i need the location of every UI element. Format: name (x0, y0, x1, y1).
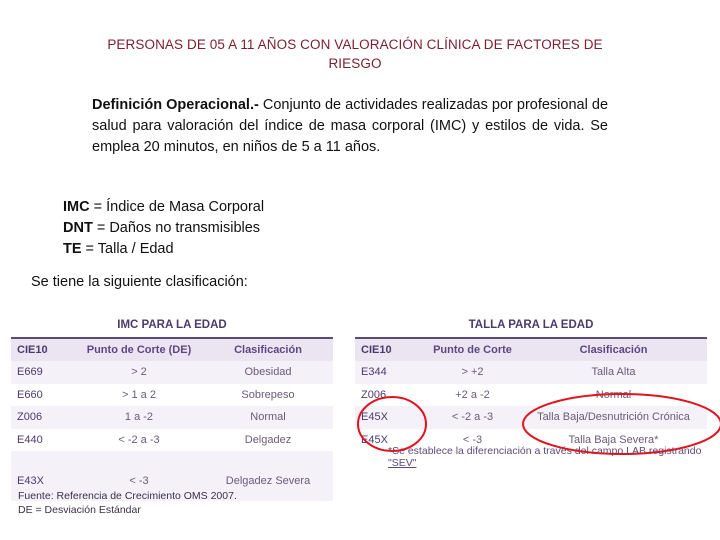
column-header: Clasificación (520, 338, 707, 361)
table-cell: < -3 (425, 429, 520, 452)
table-row (11, 429, 333, 452)
definition-text: Conjunto de actividades realizadas por profesional de salud para valoración del índice de masa corporal (IMC) y estilos de vida. Se emplea 20 minutos, en niños de 5 a 11 años. (92, 97, 609, 155)
table-cell: Obesidad (203, 361, 333, 384)
talla-table-title: TALLA PARA LA EDAD (355, 313, 707, 338)
footnote-line: *Se establece la diferenciación a través del campo LAB registrando (388, 445, 702, 457)
classification-intro: Se tiene la siguiente clasificación: (31, 274, 248, 290)
column-header: Punto de Corte (DE) (75, 338, 203, 361)
column-header: Punto de Corte (425, 338, 520, 361)
table-cell: Normal (203, 406, 333, 429)
table-cell: Talla Baja Severa* (520, 429, 707, 452)
table-row (355, 384, 707, 407)
abbreviation-list (63, 197, 264, 260)
page-title: PERSONAS DE 05 A 11 AÑOS CON VALORACIÓN CLÍNICA DE FACTORES DE RIESGO (107, 37, 603, 71)
column-header: CIE10 (11, 338, 75, 361)
abbreviation-key: DNT (63, 220, 93, 236)
footnote-sev: "SEV" (388, 457, 417, 469)
table-footnote (388, 445, 701, 469)
table-cell: Talla Alta (520, 361, 707, 384)
abbreviation-imc (63, 197, 264, 218)
table-cell: 1 a -2 (75, 406, 203, 429)
table-row (11, 384, 333, 407)
table-cell: E45X (355, 429, 425, 452)
table-cell: > +2 (425, 361, 520, 384)
column-header: CIE10 (355, 338, 425, 361)
table-cell: E660 (11, 384, 75, 407)
imc-table-title: IMC PARA LA EDAD (11, 313, 333, 338)
table-row (11, 361, 333, 384)
table-cell: Sobrepeso (203, 384, 333, 407)
table-cell: Normal (520, 384, 707, 407)
table-cell: +2 a -2 (425, 384, 520, 407)
table-row (355, 361, 707, 384)
abbreviation-te (63, 239, 264, 260)
definition-label: Definición Operacional.- (92, 97, 259, 113)
talla-table (355, 313, 707, 451)
source-footer (18, 489, 237, 517)
table-cell: > 1 a 2 (75, 384, 203, 407)
table-cell: < -2 a -3 (425, 406, 520, 429)
abbreviation-key: IMC (63, 199, 90, 215)
abbreviation-dnt (63, 218, 264, 239)
definition-paragraph (92, 95, 608, 158)
abbreviation-value: = Talla / Edad (81, 241, 174, 257)
table-cell: < -2 a -3 (75, 429, 203, 452)
table-cell: Z006 (355, 384, 425, 407)
table-cell: < -3 (75, 451, 203, 501)
source-text: Fuente: Referencia de Crecimiento OMS 2007. (18, 490, 237, 502)
table-cell: Delgadez Severa (203, 451, 333, 501)
abbreviation-key: TE (63, 241, 82, 257)
column-header: Clasificación (203, 338, 333, 361)
table-cell: Z006 (11, 406, 75, 429)
table-cell: E344 (355, 361, 425, 384)
abbreviation-value: = Índice de Masa Corporal (89, 199, 265, 215)
table-cell: Delgadez (203, 429, 333, 452)
table-cell: E45X (355, 406, 425, 429)
table-cell: E440 (11, 429, 75, 452)
table-cell: E669 (11, 361, 75, 384)
table-row (11, 406, 333, 429)
abbreviation-value: = Daños no transmisibles (92, 220, 261, 236)
table-row (355, 406, 707, 429)
table-cell: > 2 (75, 361, 203, 384)
de-legend: DE = Desviación Estándar (18, 504, 141, 516)
table-cell: Talla Baja/Desnutrición Crónica (520, 406, 707, 429)
imc-table (11, 313, 333, 501)
table-cell: E43X (11, 451, 75, 501)
